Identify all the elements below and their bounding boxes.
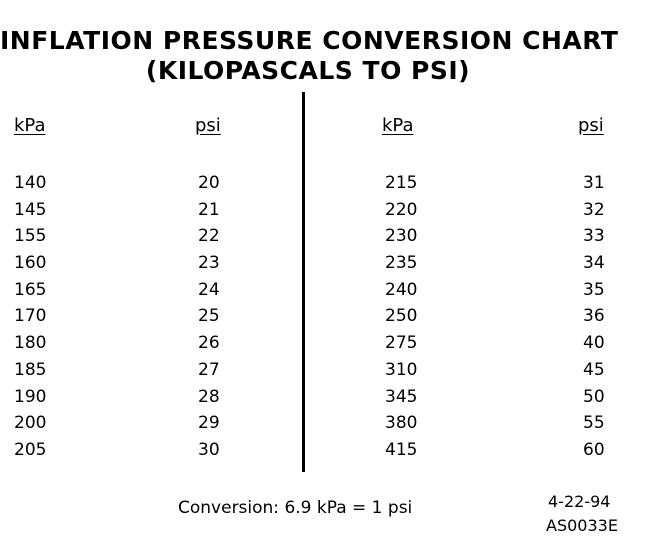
kpa-cell: 345 (385, 386, 418, 407)
kpa-cell: 275 (385, 333, 418, 354)
psi-cell: 24 (198, 279, 220, 300)
kpa-cell: 215 (385, 173, 418, 193)
psi-cell: 40 (583, 333, 605, 354)
kpa-cell: 190 (14, 386, 47, 407)
kpa-cell: 165 (14, 279, 47, 300)
kpa-cell: 205 (14, 439, 47, 460)
title-line-1: INFLATION PRESSURE CONVERSION CHART (0, 26, 619, 55)
header-right-psi: psi (578, 115, 604, 136)
psi-cell: 32 (583, 199, 605, 220)
column-divider (302, 92, 305, 472)
kpa-cell: 160 (14, 253, 47, 274)
psi-cell: 23 (198, 253, 220, 274)
right-psi-column (583, 170, 605, 464)
kpa-cell: 155 (14, 226, 47, 247)
kpa-cell: 250 (385, 306, 418, 327)
psi-cell: 33 (583, 226, 605, 247)
psi-cell: 35 (583, 279, 605, 300)
kpa-cell: 240 (385, 279, 418, 300)
psi-cell: 22 (198, 226, 220, 247)
header-left-kpa: kPa (14, 115, 46, 136)
psi-cell: 55 (583, 413, 605, 434)
kpa-cell: 310 (385, 359, 418, 380)
right-kpa-column (385, 170, 417, 464)
psi-cell: 34 (583, 253, 605, 274)
kpa-cell: 415 (385, 439, 418, 460)
conversion-note: Conversion: 6.9 kPa = 1 psi (178, 498, 413, 518)
left-kpa-column (14, 170, 46, 464)
header-left-psi: psi (195, 115, 221, 136)
psi-cell: 31 (583, 173, 605, 193)
document-date: 4-22-94 (548, 492, 611, 511)
psi-cell: 36 (583, 306, 605, 327)
psi-cell: 50 (583, 386, 605, 407)
kpa-cell: 235 (385, 253, 418, 274)
chart-title (0, 26, 619, 86)
kpa-cell: 380 (385, 413, 418, 434)
kpa-cell: 200 (14, 413, 47, 434)
psi-cell: 30 (198, 439, 220, 460)
psi-cell: 25 (198, 306, 220, 327)
psi-cell: 26 (198, 333, 220, 354)
kpa-cell: 170 (14, 306, 47, 327)
kpa-cell: 220 (385, 199, 418, 220)
kpa-cell: 145 (14, 199, 47, 220)
kpa-cell: 185 (14, 359, 47, 380)
psi-cell: 27 (198, 359, 220, 380)
psi-cell: 45 (583, 359, 605, 380)
psi-cell: 29 (198, 413, 220, 434)
kpa-cell: 180 (14, 333, 47, 354)
kpa-cell: 140 (14, 173, 47, 193)
kpa-cell: 230 (385, 226, 418, 247)
psi-cell: 20 (198, 173, 220, 193)
document-code: AS0033E (546, 516, 618, 535)
psi-cell: 60 (583, 439, 605, 460)
header-right-kpa: kPa (382, 115, 414, 136)
psi-cell: 21 (198, 199, 220, 220)
left-psi-column (198, 170, 220, 464)
title-line-2: (KILOPASCALS TO PSI) (145, 56, 471, 85)
psi-cell: 28 (198, 386, 220, 407)
